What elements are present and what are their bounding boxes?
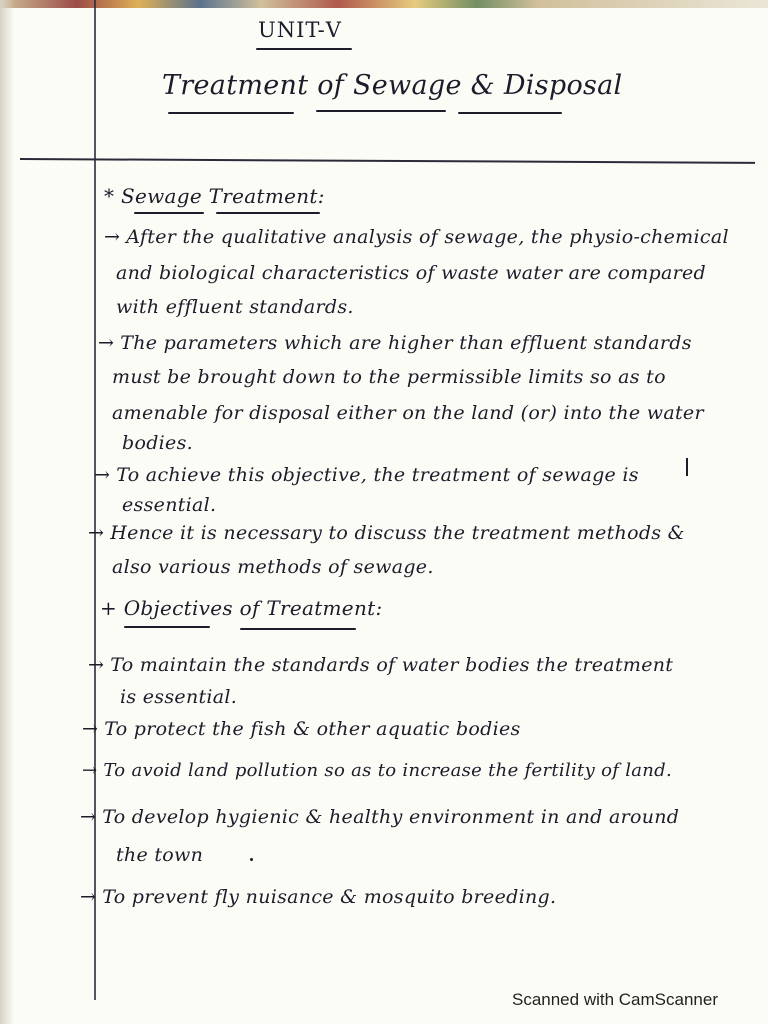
header-rule [20, 158, 755, 164]
text-line: must be brought down to the permissible limits so as to [112, 366, 666, 388]
book-cover-edge [0, 0, 768, 8]
arrow-icon: → [104, 226, 121, 248]
text-line: bodies. [122, 432, 193, 454]
arrow-icon: → [98, 332, 115, 354]
section-heading-sewage-treatment: * Sewage Treatment: [104, 184, 325, 208]
pen-mark [686, 458, 688, 476]
arrow-icon: → [94, 464, 111, 486]
text-line: the town [116, 844, 204, 866]
arrow-icon: → [80, 886, 97, 908]
section2-underline-2 [240, 628, 356, 630]
text-line: → Hence it is necessary to discuss the treatment methods & [88, 522, 685, 544]
section1-underline-2 [216, 212, 320, 214]
title-underline-3 [458, 112, 562, 114]
arrow-icon: → [88, 654, 105, 676]
text-line: → After the qualitative analysis of sewage, the physio-chemical [104, 226, 729, 248]
text-line: → To maintain the standards of water bodies the treatment [88, 654, 674, 676]
text-line: essential. [122, 494, 217, 516]
text-line: → To achieve this objective, the treatment of sewage is [94, 464, 639, 486]
scanner-watermark: Scanned with CamScanner [511, 990, 718, 1009]
page-title: Treatment of Sewage & Disposal [162, 70, 623, 101]
pen-dot [250, 858, 253, 861]
title-underline-1 [168, 112, 294, 114]
arrow-icon: → [88, 522, 105, 544]
text-line: is essential. [120, 686, 238, 708]
text-line: → To avoid land pollution so as to increase the fertility of land. [82, 760, 673, 781]
text-line: → To protect the fish & other aquatic bodies [82, 718, 521, 740]
margin-line [94, 0, 96, 1000]
arrow-icon: → [82, 760, 98, 781]
text-line: with effluent standards. [116, 296, 354, 318]
text-line: → To develop hygienic & healthy environment in and around [80, 806, 680, 828]
text-line: amenable for disposal either on the land (or) into the water [112, 402, 704, 424]
text-line: also various methods of sewage. [112, 556, 434, 578]
text-line: and biological characteristics of waste water are compared [116, 262, 707, 284]
page-shadow [0, 0, 14, 1024]
section2-underline-1 [124, 626, 210, 628]
arrow-icon: → [82, 718, 99, 740]
text-line: → The parameters which are higher than effluent standards [98, 332, 692, 354]
unit-title: UNIT-Ⅴ [258, 18, 342, 42]
section-heading-objectives: + Objectives of Treatment: [100, 596, 383, 620]
section1-underline-1 [134, 212, 204, 214]
arrow-icon: → [80, 806, 97, 828]
unit-title-underline [256, 48, 352, 50]
title-underline-2 [316, 110, 446, 112]
text-line: → To prevent fly nuisance & mosquito breeding. [80, 886, 557, 908]
